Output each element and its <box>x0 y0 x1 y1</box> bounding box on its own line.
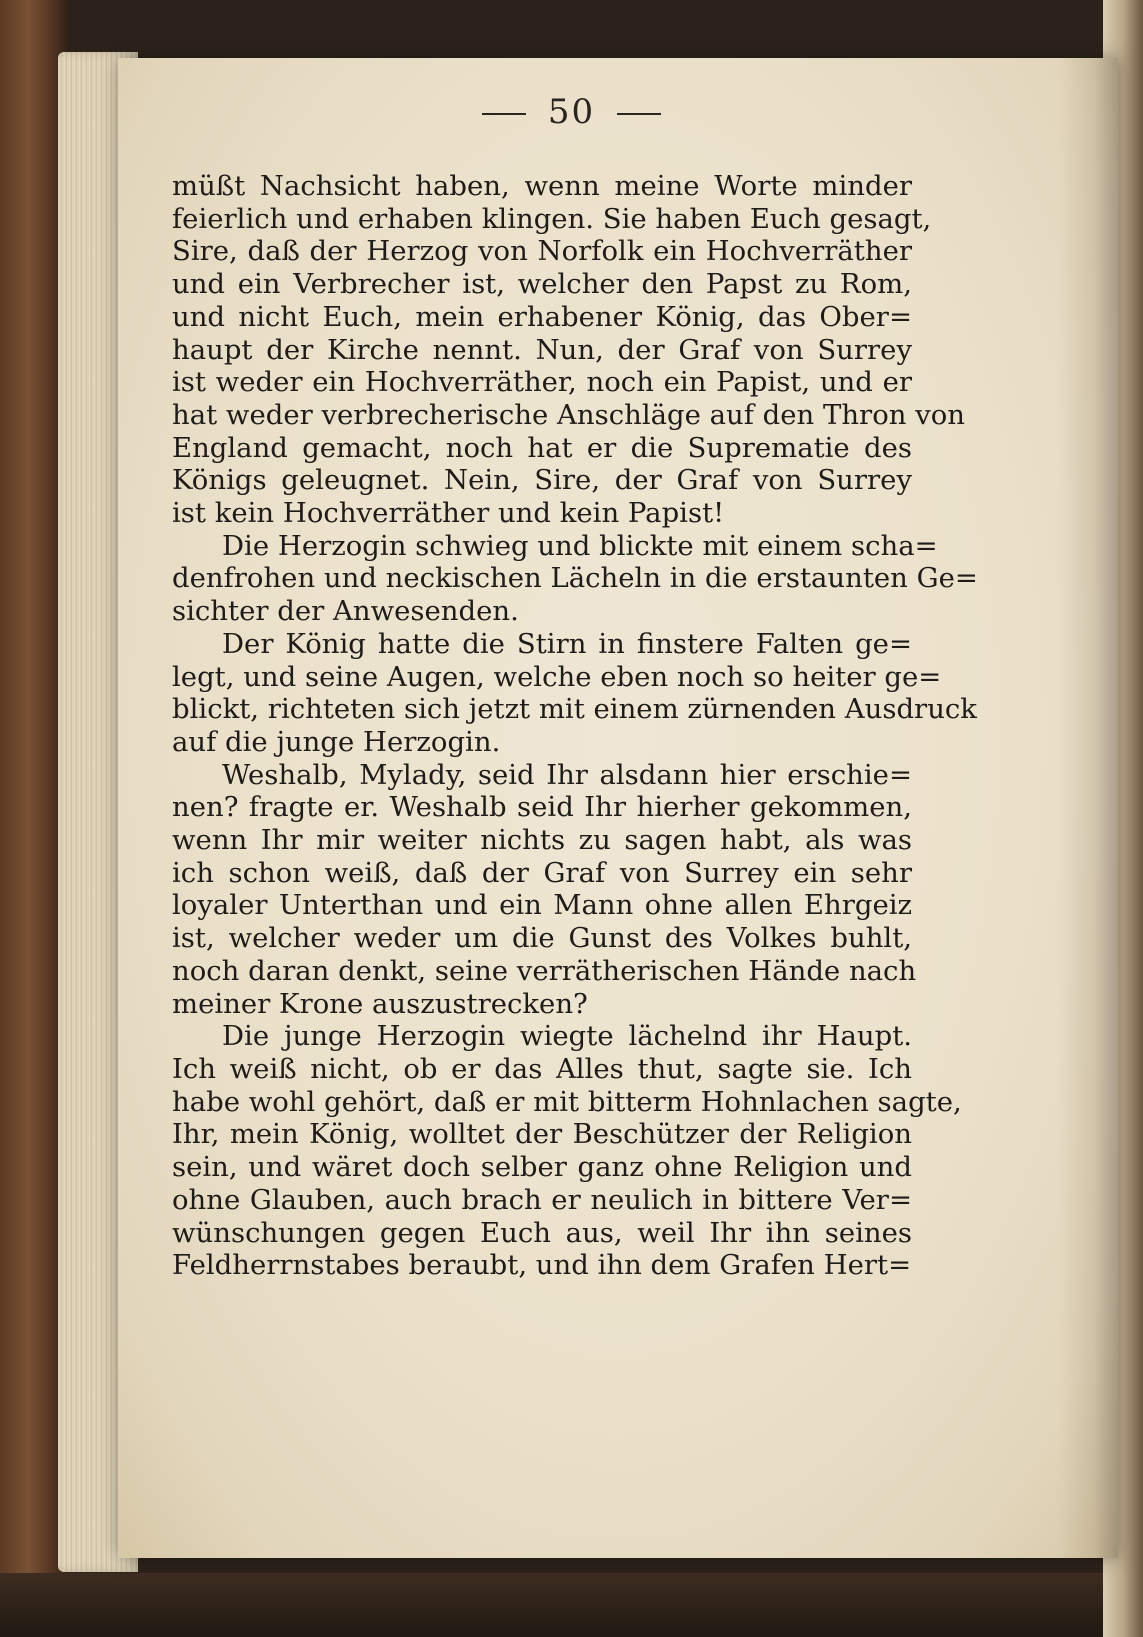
text-line: blickt, richteten sich jetzt mit einem zürnenden Ausdruck <box>172 693 977 726</box>
text-line: Die junge Herzogin wiegte lächelnd ihr Haupt. <box>222 1020 912 1053</box>
text-line: nen? fragte er. Weshalb seid Ihr hierher gekommen, <box>172 791 912 824</box>
text-line: wenn Ihr mir weiter nichts zu sagen habt, als was <box>172 824 912 857</box>
page-header <box>0 92 1143 132</box>
book-cover-bottom <box>0 1573 1143 1637</box>
text-line: Feldherrnstabes beraubt, und ihn dem Grafen Hert= <box>172 1249 912 1282</box>
page-number: 50 <box>547 92 596 132</box>
text-line: denfrohen und neckischen Lächeln in die erstaunten Ge= <box>172 562 978 595</box>
text-line: haupt der Kirche nennt. Nun, der Graf von Surrey <box>172 333 912 366</box>
text-line: auf die junge Herzogin. <box>172 725 501 758</box>
text-line: ist weder ein Hochverräther, noch ein Papist, und er <box>172 366 912 399</box>
text-line: Weshalb, Mylady, seid Ihr alsdann hier erschie= <box>222 758 912 791</box>
paragraph <box>172 170 966 530</box>
text-line: sichter der Anwesenden. <box>172 595 519 628</box>
text-line: Königs geleugnet. Nein, Sire, der Graf von Surrey <box>172 464 912 497</box>
text-line: Ich weiß nicht, ob er das Alles thut, sagte sie. Ich <box>172 1052 912 1085</box>
text-line: Die Herzogin schwieg und blickte mit einem scha= <box>222 529 938 562</box>
text-line: meiner Krone auszustrecken? <box>172 987 588 1020</box>
text-line: wünschungen gegen Euch aus, weil Ihr ihn seines <box>172 1216 912 1249</box>
header-dash-right <box>617 113 661 115</box>
text-line: ist kein Hochverräther und kein Papist! <box>172 497 725 530</box>
text-line: England gemacht, noch hat er die Suprematie des <box>172 431 912 464</box>
text-line: habe wohl gehört, daß er mit bitterm Hohnlachen sagte, <box>172 1085 962 1118</box>
text-line: Sire, daß der Herzog von Norfolk ein Hochverräther <box>172 235 912 268</box>
text-line: ist, welcher weder um die Gunst des Volkes buhlt, <box>172 922 912 955</box>
text-line: hat weder verbrecherische Anschläge auf den Thron von <box>172 398 966 431</box>
text-line: Ihr, mein König, wolltet der Beschützer der Religion <box>172 1118 912 1151</box>
paragraph <box>172 627 977 759</box>
text-line: feierlich und erhaben klingen. Sie haben Euch gesagt, <box>172 202 932 235</box>
paragraph <box>172 529 978 628</box>
paragraph <box>172 1020 962 1282</box>
text-line: sein, und wäret doch selber ganz ohne Religion und <box>172 1151 912 1184</box>
text-line: Der König hatte die Stirn in finstere Falten ge= <box>222 627 912 660</box>
text-line: und nicht Euch, mein erhabener König, das Ober= <box>172 300 912 333</box>
text-line: und ein Verbrecher ist, welcher den Papst zu Rom, <box>172 268 912 301</box>
gutter-shadow <box>1058 58 1118 1558</box>
text-line: legt, und seine Augen, welche eben noch so heiter ge= <box>172 660 942 693</box>
body-text <box>172 170 978 1282</box>
paragraph <box>172 758 917 1021</box>
text-line: müßt Nachsicht haben, wenn meine Worte minder <box>172 170 912 202</box>
text-line: ohne Glauben, auch brach er neulich in bittere Ver= <box>172 1183 912 1216</box>
text-line: loyaler Unterthan und ein Mann ohne allen Ehrgeiz <box>172 889 912 922</box>
header-dash-left <box>482 113 526 115</box>
text-line: ich schon weiß, daß der Graf von Surrey ein sehr <box>172 856 912 889</box>
text-line: noch daran denkt, seine verrätherischen Hände nach <box>172 954 917 987</box>
